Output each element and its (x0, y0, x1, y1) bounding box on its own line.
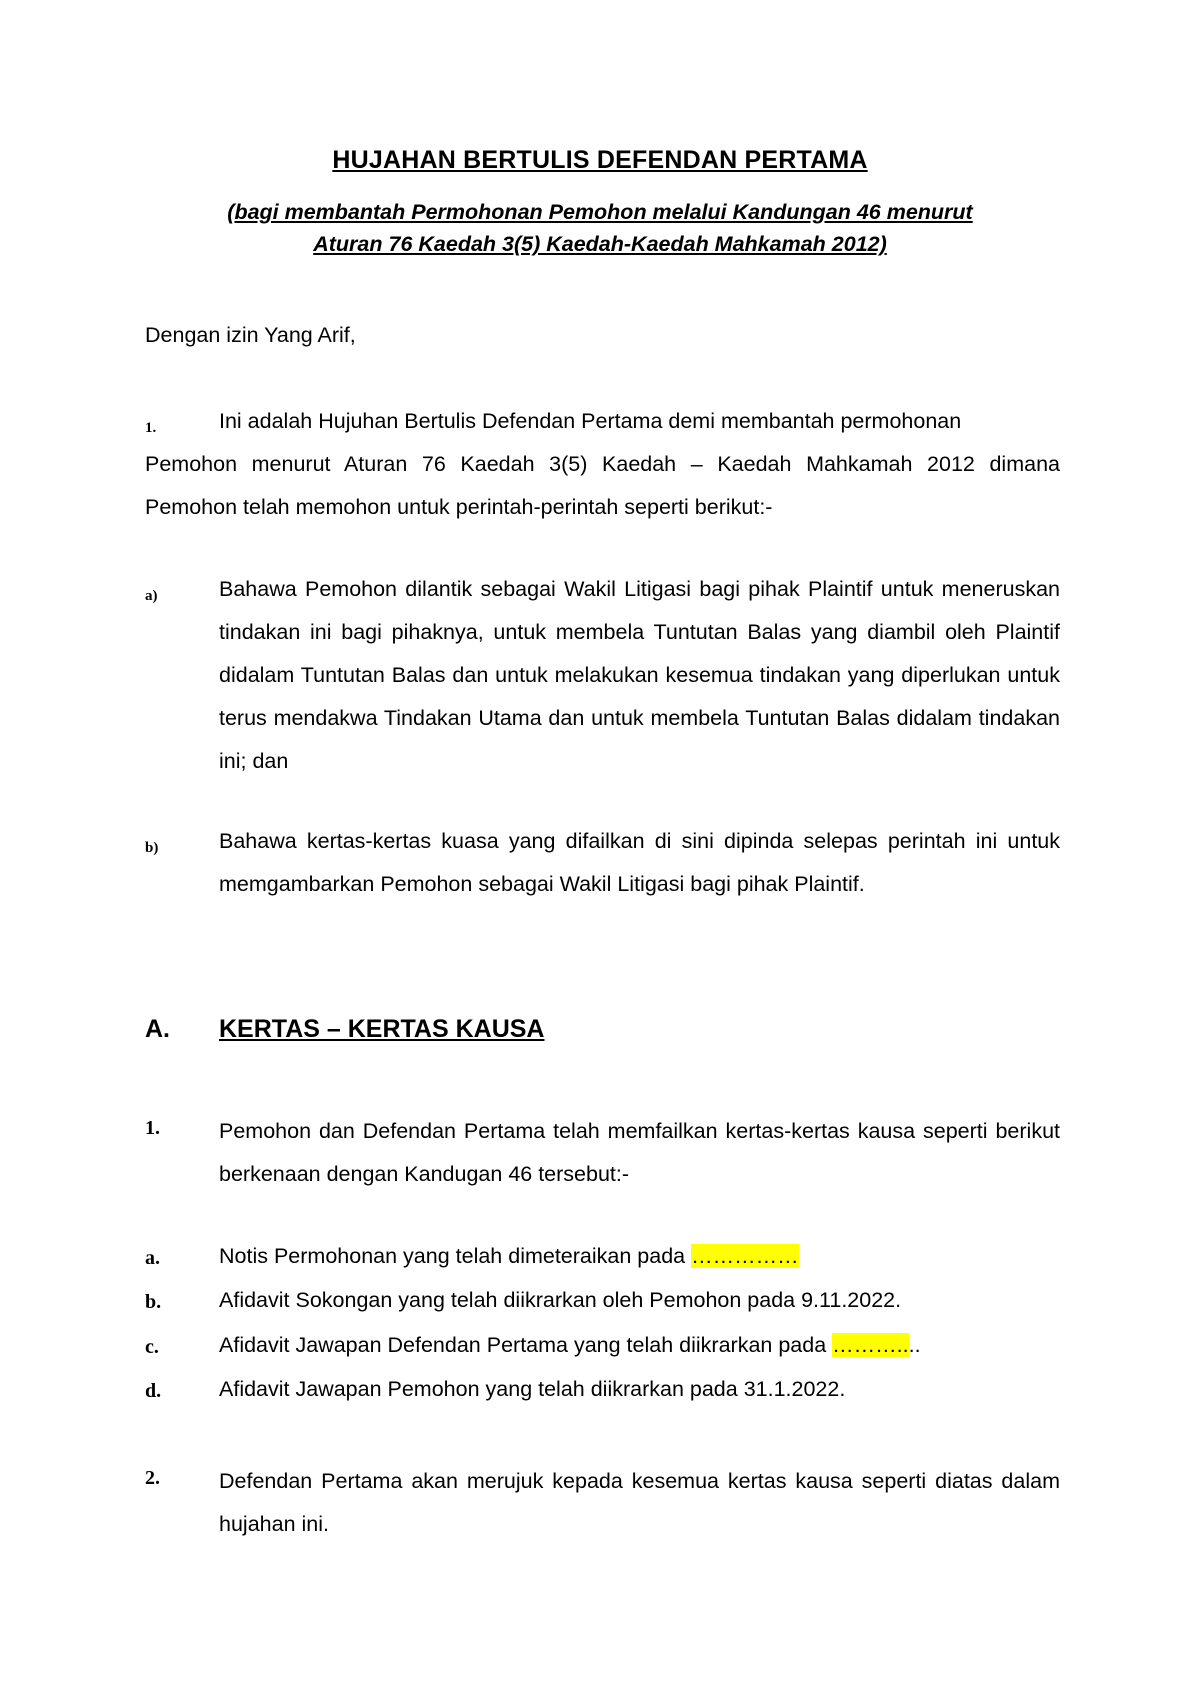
intro-paragraph (145, 400, 1060, 529)
item-label-c: c. (145, 1336, 159, 1358)
intro-first-line: Ini adalah Hujuhan Bertulis Defendan Pertama demi membantah permohonan (219, 409, 962, 433)
prayer-label-b: b) (145, 840, 159, 856)
item-a (219, 1244, 799, 1269)
item-a-highlight: …………… (691, 1244, 799, 1268)
item-b (219, 1288, 901, 1313)
prayer-label-a: a) (145, 588, 158, 604)
item-c-highlight: ……….. (832, 1333, 909, 1357)
item-a-text: Notis Permohonan yang telah dimeteraikan pada (219, 1244, 692, 1268)
item-c (219, 1333, 921, 1358)
item-label-a: a. (145, 1247, 160, 1269)
item-c-suffix: .. (908, 1333, 921, 1357)
section-a-para1-number: 1. (145, 1117, 160, 1139)
item-label-d: d. (145, 1380, 162, 1402)
prayer-b-text: Bahawa kertas-kertas kuasa yang difailkan di sini dipinda selepas perintah ini untuk memgambarkan Pemohon sebagai Wakil Litigasi bagi pihak Plaintif. (219, 829, 1060, 896)
item-b-text: Afidavit Sokongan yang telah diikrarkan oleh Pemohon pada 9.11.2022. (219, 1288, 902, 1312)
item-d-text: Afidavit Jawapan Pemohon yang telah diikrarkan pada 31.1.2022. (219, 1377, 846, 1401)
intro-number: 1. (145, 420, 157, 436)
document-title: HUJAHAN BERTULIS DEFENDAN PERTAMA (332, 146, 868, 174)
section-a-para2-number: 2. (145, 1467, 160, 1489)
prayer-a-text: Bahawa Pemohon dilantik sebagai Wakil Litigasi bagi pihak Plaintif untuk meneruskan tindakan ini bagi pihaknya, untuk membela Tuntutan Balas yang diambil oleh Plaintif didalam Tuntutan Balas dan untuk melakukan kesemua tindakan yang diperlukan untuk terus mendakwa Tindakan Utama dan untuk membela Tuntutan Balas didalam tindakan ini; dan (219, 577, 1060, 773)
item-label-b: b. (145, 1291, 162, 1313)
item-d (219, 1377, 845, 1402)
section-a-para2-text: Defendan Pertama akan merujuk kepada kesemua kertas kausa seperti diatas dalam hujahan ini. (219, 1469, 1060, 1536)
salutation: Dengan izin Yang Arif, (145, 323, 356, 347)
item-c-text: Afidavit Jawapan Defendan Pertama yang telah diikrarkan pada (219, 1333, 833, 1357)
intro-rest: Pemohon menurut Aturan 76 Kaedah 3(5) Kaedah – Kaedah Mahkamah 2012 dimana Pemohon telah memohon untuk perintah-perintah seperti berikut:- (145, 452, 1060, 519)
section-a-letter: A. (145, 1015, 170, 1043)
section-a-title: KERTAS – KERTAS KAUSA (219, 1015, 545, 1043)
section-a-para1-text: Pemohon dan Defendan Pertama telah memfailkan kertas-kertas kausa seperti berikut berkenaan dengan Kandugan 46 tersebut:- (219, 1119, 1060, 1186)
document-subtitle (160, 196, 1040, 260)
subtitle-line-1: (bagi membantah Permohonan Pemohon melalui Kandungan 46 menurut (227, 200, 973, 224)
subtitle-line-2: Aturan 76 Kaedah 3(5) Kaedah-Kaedah Mahkamah 2012) (313, 232, 887, 256)
